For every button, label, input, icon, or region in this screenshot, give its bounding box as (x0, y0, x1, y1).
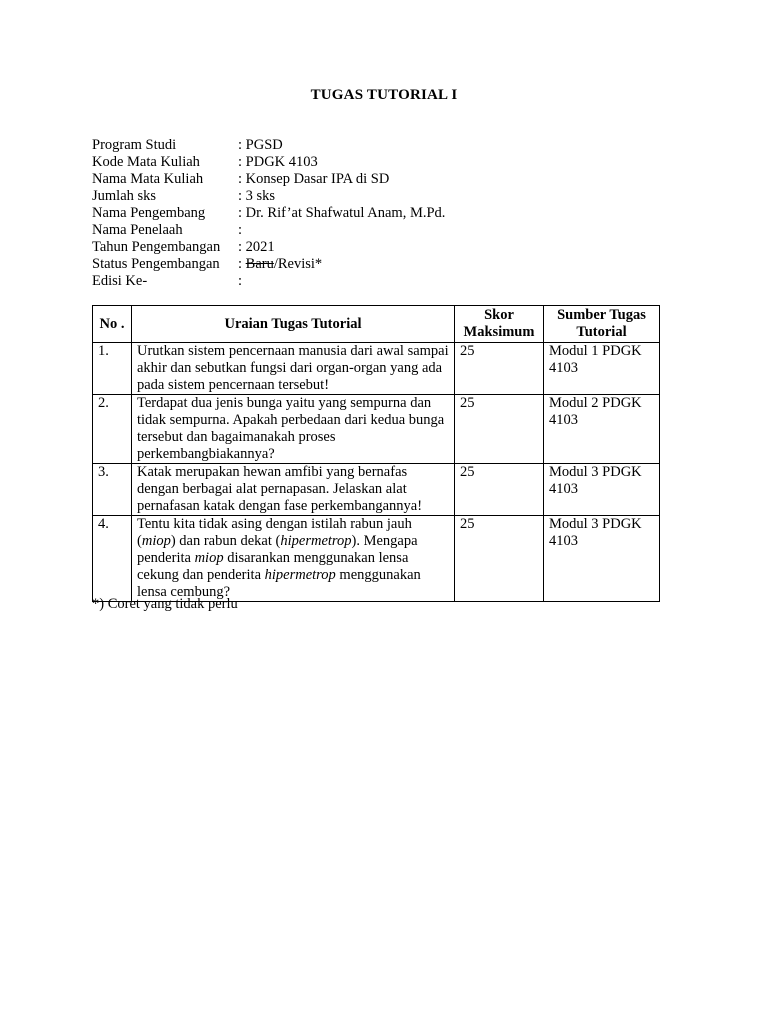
cell-no: 3. (93, 464, 132, 516)
text-run: ) dan rabun dekat ( (170, 533, 281, 549)
cell-uraian: Terdapat dua jenis bunga yaitu yang sempurna dan tidak sempurna. Apakah perbedaan dari kedua bunga tersebut dan bagaimanakah proses perkembangbiakannya? (132, 395, 455, 464)
info-value: : Dr. Rif’at Shafwatul Anam, M.Pd. (238, 205, 446, 221)
italic-term-miop: miop (194, 550, 224, 566)
info-row-tahun-pengembangan (92, 239, 445, 256)
info-value: : PDGK 4103 (238, 154, 318, 170)
info-label: Nama Pengembang (92, 205, 206, 221)
info-row-nama-mata-kuliah (92, 171, 445, 188)
struck-option-baru: Baru (245, 256, 274, 272)
table-row (93, 464, 660, 516)
info-label: Tahun Pengembangan (92, 239, 221, 255)
table-row (93, 395, 660, 464)
info-value: : (238, 273, 243, 289)
info-label: Status Pengembangan (92, 256, 220, 272)
info-label: Program Studi (92, 137, 177, 153)
cell-sumber: Modul 2 PDGK 4103 (544, 395, 660, 464)
cell-uraian: Katak merupakan hewan amfibi yang bernafas dengan berbagai alat pernapasan. Jelaskan alat pernafasan katak dengan fase perkembangannya! (132, 464, 455, 516)
info-label: Kode Mata Kuliah (92, 154, 200, 170)
info-value: : PGSD (238, 137, 283, 153)
cell-sumber: Modul 3 PDGK 4103 (544, 516, 660, 602)
italic-term-miop: miop (141, 533, 171, 549)
info-row-nama-pengembang (92, 205, 445, 222)
table-row (93, 516, 660, 602)
info-value: : 2021 (238, 239, 275, 255)
italic-term-hipermetrop: hipermetrop (264, 567, 336, 583)
page-title: TUGAS TUTORIAL I (310, 87, 458, 103)
footnote: *) Coret yang tidak perlu (92, 596, 238, 612)
header-skor: Skor Maksimum (455, 306, 544, 343)
info-row-nama-penelaah (92, 222, 445, 239)
info-label: Jumlah sks (92, 188, 157, 204)
info-row-jumlah-sks (92, 188, 445, 205)
info-value: : Konsep Dasar IPA di SD (238, 171, 390, 187)
info-value: : 3 sks (238, 188, 276, 204)
cell-sumber: Modul 1 PDGK 4103 (544, 343, 660, 395)
table-header-row (93, 306, 660, 343)
header-sumber: Sumber Tugas Tutorial (544, 306, 660, 343)
text-run: ). Mengapa penderita (137, 533, 418, 566)
cell-no: 4. (93, 516, 132, 602)
info-value-prefix: : (238, 256, 246, 272)
cell-skor: 25 (455, 395, 544, 464)
text-run: disarankan menggunakan lensa cekung dan penderita (137, 550, 409, 583)
info-label: Nama Mata Kuliah (92, 171, 204, 187)
info-label: Nama Penelaah (92, 222, 183, 238)
table-row (93, 343, 660, 395)
info-row-edisi-ke (92, 273, 445, 290)
cell-no: 2. (93, 395, 132, 464)
info-row-kode-mata-kuliah (92, 154, 445, 171)
italic-term-hipermetrop: hipermetrop (280, 533, 352, 549)
cell-skor: 25 (455, 464, 544, 516)
info-value: : (238, 222, 243, 238)
cell-uraian (132, 516, 455, 602)
tugas-table (92, 305, 660, 602)
info-row-status-pengembangan (92, 256, 445, 273)
cell-sumber: Modul 3 PDGK 4103 (544, 464, 660, 516)
cell-skor: 25 (455, 516, 544, 602)
course-info (92, 137, 445, 290)
cell-uraian: Urutkan sistem pencernaan manusia dari awal sampai akhir dan sebutkan fungsi dari organ-organ yang ada pada sistem pencernaan tersebut! (132, 343, 455, 395)
info-row-program-studi (92, 137, 445, 154)
cell-no: 1. (93, 343, 132, 395)
text-run: Tentu kita tidak asing dengan istilah rabun jauh ( (137, 516, 412, 549)
info-value-rest: /Revisi* (273, 256, 323, 272)
header-no: No . (93, 306, 132, 343)
info-value (238, 256, 322, 273)
cell-skor: 25 (455, 343, 544, 395)
info-label: Edisi Ke- (92, 273, 148, 289)
header-uraian: Uraian Tugas Tutorial (132, 306, 455, 343)
text-run: menggunakan lensa cembung? (137, 567, 421, 600)
